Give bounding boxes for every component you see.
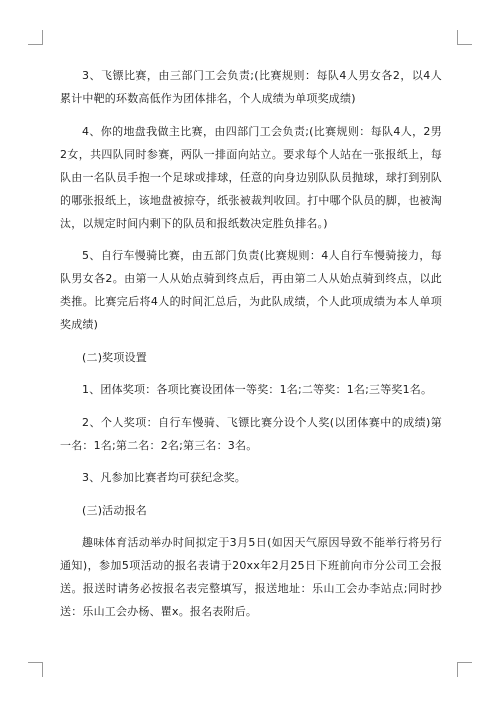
paragraph-slow-bike-rules: 5、自行车慢骑比赛，由五部门负责(比赛规则：4人自行车慢骑接力，每队男女各2。由第一人从始点骑到终点后，再由第二人从始点骑到终点，以此类推。比赛完后将4人的时间汇总后，为此队成绩，个人此项成绩为本人单项奖成绩) bbox=[60, 249, 442, 331]
section-heading-registration: (三)活动报名 bbox=[82, 503, 147, 517]
page-corner-mark-bottom-right bbox=[457, 662, 472, 677]
paragraph-registration-details: 趣味体育活动举办时间拟定于3月5日(如因天气原因导致不能举行将另行通知)，参加5项活动的报名表请于20xx年2月25日下班前向市分公司工会报送。报送时请务必按报名表完整填写，报送地址：乐山工会办李站点;同时抄送：乐山工会办杨、瞿x。报名表附后。 bbox=[60, 536, 442, 618]
section-heading-awards: (二)奖项设置 bbox=[82, 350, 147, 364]
page-corner-mark-bottom-left bbox=[28, 662, 43, 677]
paragraph-souvenir-award: 3、凡参加比赛者均可获纪念奖。 bbox=[82, 471, 246, 484]
paragraph-team-awards: 1、团体奖项：各项比赛设团体一等奖：1名;二等奖：1名;三等奖1名。 bbox=[82, 383, 433, 396]
paragraph-individual-awards: 2、个人奖项：自行车慢骑、飞镖比赛分设个人奖(以团体赛中的成绩)第一名：1名;第二名：2名;第三名：3名。 bbox=[60, 415, 442, 452]
paragraph-darts-rules: 3、飞镖比赛，由三部门工会负责;(比赛规则：每队4人男女各2，以4人累计中靶的环数高低作为团体排名，个人成绩为单项奖成绩) bbox=[60, 69, 442, 105]
page-corner-mark-top-right bbox=[457, 30, 472, 45]
page-corner-mark-top-left bbox=[28, 30, 43, 45]
document-body bbox=[60, 64, 442, 623]
paragraph-territory-game-rules: 4、你的地盘我做主比赛，由四部门工会负责;(比赛规则：每队4人，2男2女，共四队同时参赛，两队一排面向站立。要求每个人站在一张报纸上，每队由一名队员手抱一个足球或排球，任意的向身边别队队员抛球，球打到别队的哪张报纸上，该地盘被掠夺，纸张被裁判收回。打中哪个队员的脚，也被淘汰，以规定时间内剩下的队员和报纸数决定胜负排名。) bbox=[60, 124, 442, 230]
